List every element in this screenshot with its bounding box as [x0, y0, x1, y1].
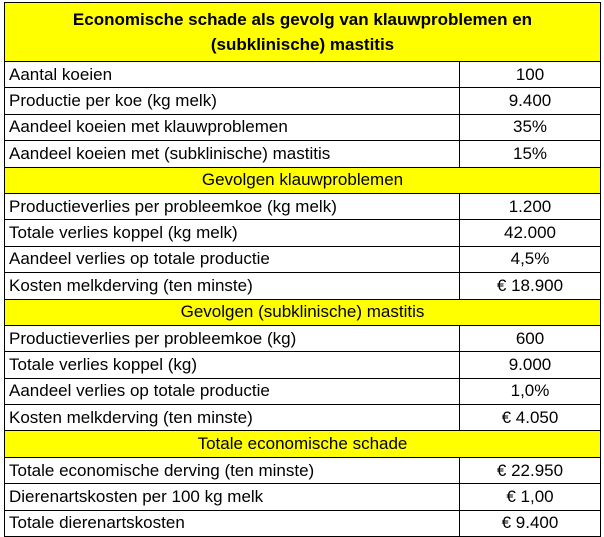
row-label: Kosten melkderving (ten minste): [5, 405, 460, 431]
row-value: 35%: [460, 114, 601, 140]
table-row: [5, 510, 601, 536]
table-title: Economische schade als gevolg van klauwproblemen en (subklinische) mastitis: [5, 3, 601, 62]
table-row: [5, 114, 601, 140]
row-value: € 1,00: [460, 484, 601, 510]
row-label: Productieverlies per probleemkoe (kg melk): [5, 193, 460, 219]
row-value: 9.400: [460, 88, 601, 114]
row-label: Totale verlies koppel (kg): [5, 352, 460, 378]
table-row: [5, 193, 601, 219]
row-label: Aandeel koeien met klauwproblemen: [5, 114, 460, 140]
row-label: Productie per koe (kg melk): [5, 88, 460, 114]
section-header-row: [5, 167, 601, 193]
table-row: [5, 325, 601, 351]
row-label: Totale economische derving (ten minste): [5, 457, 460, 483]
row-label: Totale dierenartskosten: [5, 510, 460, 536]
row-label: Aantal koeien: [5, 62, 460, 88]
economic-damage-table-container: [4, 2, 600, 537]
row-label: Productieverlies per probleemkoe (kg): [5, 325, 460, 351]
table-row: [5, 405, 601, 431]
title-row: [5, 3, 601, 62]
row-value: € 4.050: [460, 405, 601, 431]
section-heading-totale-schade: Totale economische schade: [5, 431, 601, 457]
table-row: [5, 88, 601, 114]
row-label: Totale verlies koppel (kg melk): [5, 220, 460, 246]
table-row: [5, 457, 601, 483]
row-value: 42.000: [460, 220, 601, 246]
table-row: [5, 62, 601, 88]
row-value: 600: [460, 325, 601, 351]
row-label: Aandeel verlies op totale productie: [5, 246, 460, 272]
row-value: 1.200: [460, 193, 601, 219]
row-label: Kosten melkderving (ten minste): [5, 273, 460, 299]
row-label: Aandeel koeien met (subklinische) mastitis: [5, 141, 460, 167]
economic-damage-table: [4, 2, 601, 537]
row-value: 4,5%: [460, 246, 601, 272]
table-row: [5, 220, 601, 246]
row-value: 100: [460, 62, 601, 88]
table-row: [5, 141, 601, 167]
table-row: [5, 352, 601, 378]
table-row: [5, 246, 601, 272]
section-header-row: [5, 431, 601, 457]
section-heading-klauwproblemen: Gevolgen klauwproblemen: [5, 167, 601, 193]
row-value: 1,0%: [460, 378, 601, 404]
table-row: [5, 273, 601, 299]
row-value: € 22.950: [460, 457, 601, 483]
row-value: € 18.900: [460, 273, 601, 299]
row-value: € 9.400: [460, 510, 601, 536]
section-heading-mastitis: Gevolgen (subklinische) mastitis: [5, 299, 601, 325]
section-header-row: [5, 299, 601, 325]
table-row: [5, 378, 601, 404]
row-value: 9.000: [460, 352, 601, 378]
table-row: [5, 484, 601, 510]
row-label: Dierenartskosten per 100 kg melk: [5, 484, 460, 510]
row-value: 15%: [460, 141, 601, 167]
row-label: Aandeel verlies op totale productie: [5, 378, 460, 404]
